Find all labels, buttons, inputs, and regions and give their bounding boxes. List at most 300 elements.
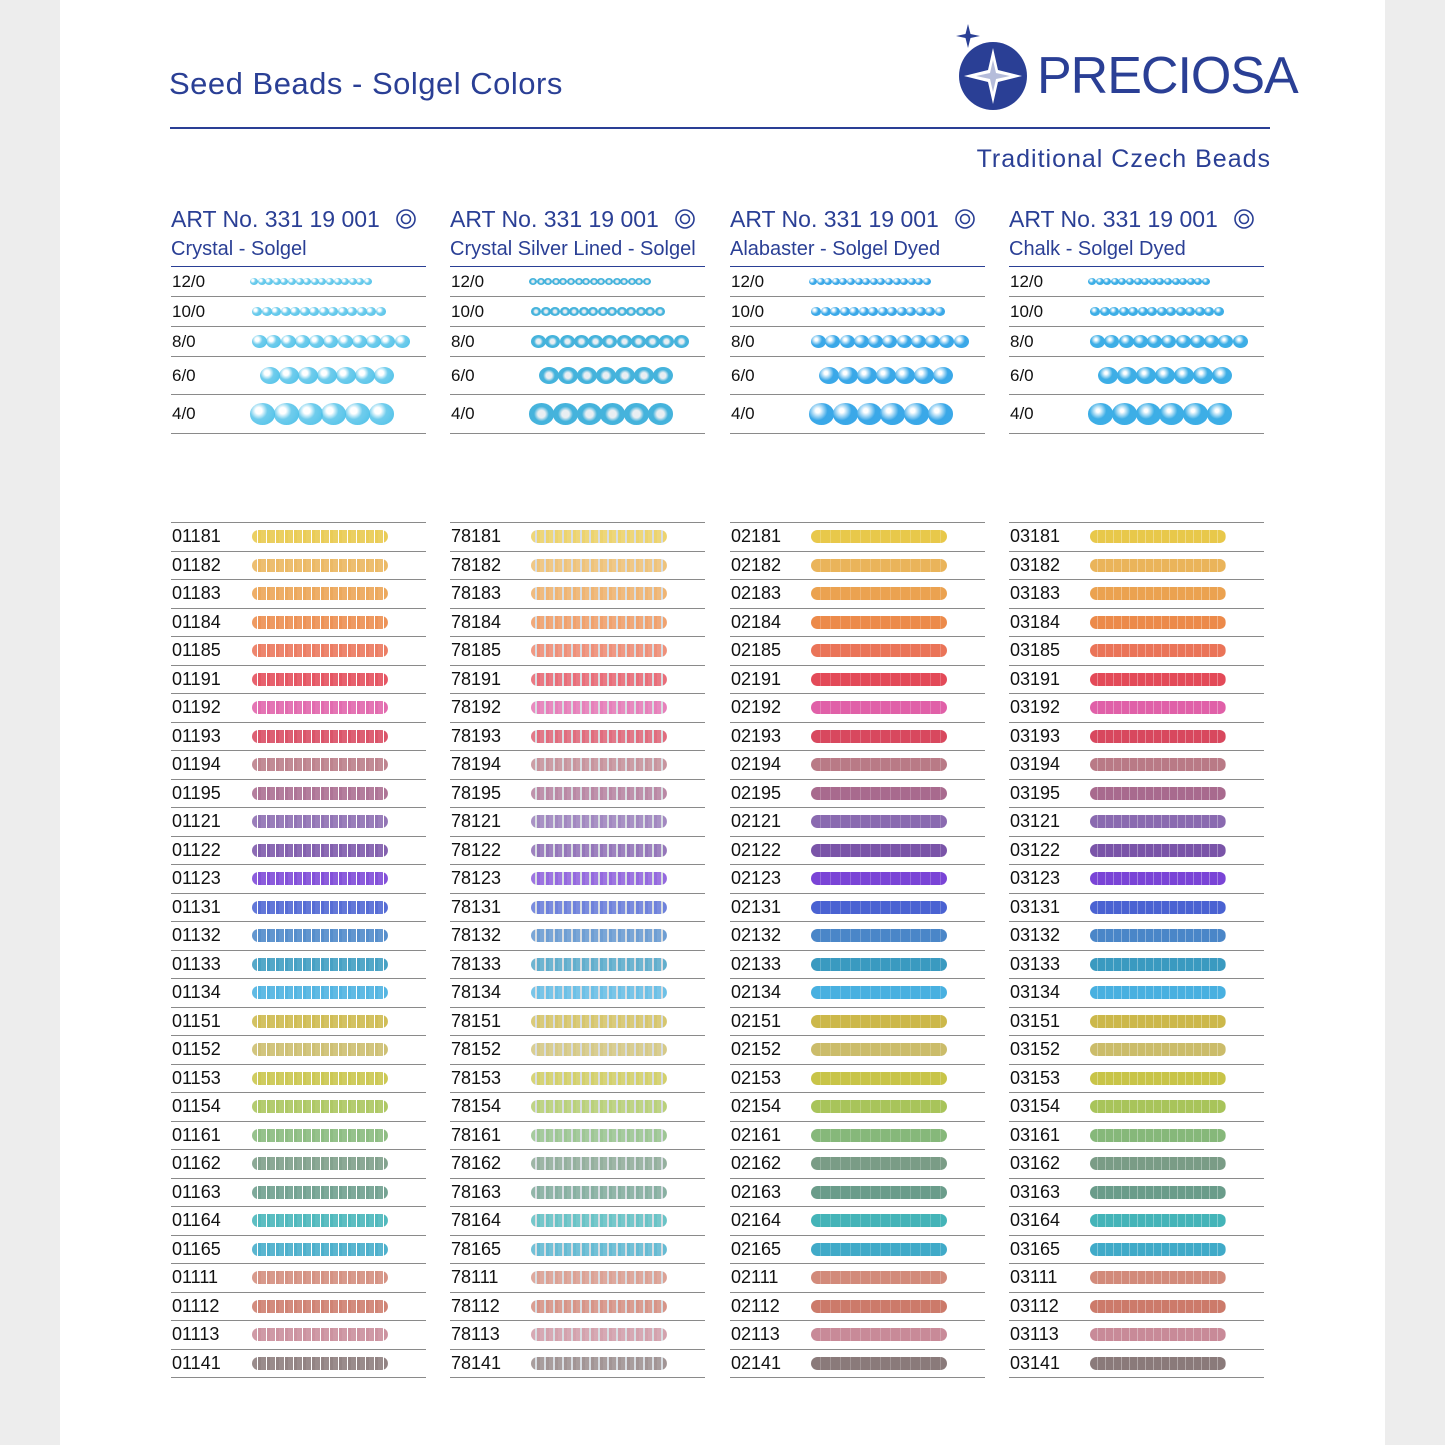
color-code: 02194 [731, 754, 782, 775]
color-swatch [811, 673, 947, 686]
bead [928, 403, 953, 424]
color-swatch [531, 616, 667, 629]
bead [395, 335, 410, 348]
size-label: 6/0 [172, 365, 196, 385]
bead [317, 367, 337, 384]
bead [1183, 403, 1208, 424]
size-label: 4/0 [731, 404, 755, 423]
bead-sample [246, 357, 426, 394]
color-swatch [252, 1357, 388, 1370]
size-row [171, 395, 426, 434]
color-code: 03111 [1010, 1267, 1058, 1288]
color-row [450, 1065, 705, 1094]
bead [250, 403, 275, 424]
bead [1195, 307, 1205, 316]
color-swatch [531, 901, 667, 914]
color-swatch [1090, 1157, 1226, 1170]
color-code: 03154 [1010, 1096, 1061, 1117]
bead [357, 307, 367, 316]
color-swatch [531, 1328, 667, 1341]
color-swatch [811, 587, 947, 600]
color-swatch [252, 1243, 388, 1256]
color-code: 78152 [451, 1039, 502, 1060]
bead [1126, 278, 1134, 285]
size-label: 12/0 [451, 271, 485, 291]
color-row [171, 1293, 426, 1322]
bead [840, 335, 855, 348]
size-label: 10/0 [172, 301, 206, 321]
color-row [1009, 523, 1264, 552]
color-code: 03153 [1010, 1067, 1061, 1088]
color-swatch [1090, 1300, 1226, 1313]
color-swatch [252, 616, 388, 629]
bead [885, 278, 893, 285]
color-row [1009, 951, 1264, 980]
color-row [730, 1350, 985, 1379]
bead-sample [805, 267, 985, 296]
color-swatch [531, 1357, 667, 1370]
bead-sample [246, 395, 426, 433]
color-swatch [252, 1157, 388, 1170]
color-swatch [811, 644, 947, 657]
color-code: 03152 [1010, 1039, 1061, 1060]
bead [545, 335, 560, 348]
color-code: 02153 [731, 1067, 782, 1088]
color-code: 78164 [451, 1210, 502, 1231]
bead [326, 278, 334, 285]
color-row [1009, 751, 1264, 780]
color-code: 02154 [731, 1096, 782, 1117]
color-row [1009, 780, 1264, 809]
color-row [171, 1207, 426, 1236]
color-swatch [1090, 986, 1226, 999]
color-code: 03134 [1010, 982, 1061, 1003]
color-code-list-chalk [1009, 522, 1264, 1378]
bead [620, 278, 628, 285]
bead [824, 278, 832, 285]
bead [933, 367, 953, 384]
color-swatch [531, 530, 667, 543]
color-code: 02132 [731, 925, 782, 946]
header-divider [170, 127, 1270, 129]
color-code: 03193 [1010, 725, 1061, 746]
bead [558, 367, 578, 384]
color-row [171, 751, 426, 780]
color-swatch [1090, 787, 1226, 800]
color-swatch [1090, 901, 1226, 914]
color-row [1009, 1293, 1264, 1322]
size-label: 6/0 [1010, 365, 1034, 385]
color-swatch [531, 787, 667, 800]
color-swatch [531, 1157, 667, 1170]
color-row [1009, 837, 1264, 866]
color-row [450, 580, 705, 609]
bead [1136, 403, 1161, 424]
color-swatch [1090, 701, 1226, 714]
color-swatch [1090, 530, 1226, 543]
color-code: 78185 [451, 640, 502, 661]
color-swatch [252, 844, 388, 857]
color-row [171, 865, 426, 894]
color-code: 03185 [1010, 640, 1061, 661]
color-code: 78113 [451, 1324, 500, 1345]
color-swatch [1090, 1243, 1226, 1256]
bead [1147, 307, 1157, 316]
color-row [171, 1036, 426, 1065]
color-row [450, 609, 705, 638]
bead [914, 367, 934, 384]
color-row [171, 580, 426, 609]
size-row [450, 357, 705, 395]
color-code: 02121 [731, 811, 782, 832]
bead-sample [805, 297, 985, 326]
color-code: 78153 [451, 1067, 502, 1088]
color-row [730, 979, 985, 1008]
color-row [1009, 1321, 1264, 1350]
color-code: 03141 [1010, 1352, 1061, 1373]
bead [900, 278, 908, 285]
bead [648, 403, 673, 424]
bead [1159, 403, 1184, 424]
bead [897, 335, 912, 348]
color-row [171, 1093, 426, 1122]
bead [1109, 307, 1119, 316]
size-row [171, 267, 426, 297]
color-swatch [811, 958, 947, 971]
size-sample-list [1009, 267, 1264, 434]
bead [352, 335, 367, 348]
size-label: 12/0 [172, 271, 206, 291]
color-swatch [531, 1072, 667, 1085]
color-row [730, 1321, 985, 1350]
color-swatch [531, 587, 667, 600]
color-swatch [1090, 559, 1226, 572]
color-code: 78195 [451, 782, 502, 803]
bead-sample [246, 267, 426, 296]
color-code: 02141 [731, 1352, 782, 1373]
color-row [1009, 637, 1264, 666]
color-swatch [1090, 1043, 1226, 1056]
bead [1204, 335, 1219, 348]
bead [830, 307, 840, 316]
color-code: 01132 [172, 925, 221, 946]
size-label: 6/0 [731, 365, 755, 385]
color-swatch [811, 1072, 947, 1085]
color-row [171, 1150, 426, 1179]
size-label: 8/0 [731, 331, 755, 351]
color-row [171, 1264, 426, 1293]
color-swatch [811, 758, 947, 771]
bead [300, 307, 310, 316]
color-swatch [252, 1015, 388, 1028]
bead [605, 278, 613, 285]
color-swatch [1090, 616, 1226, 629]
color-row [171, 637, 426, 666]
bead [529, 278, 537, 285]
color-code: 78121 [451, 811, 502, 832]
color-row [450, 780, 705, 809]
bead [574, 335, 589, 348]
color-row [171, 979, 426, 1008]
bead [531, 335, 546, 348]
bead [1155, 367, 1175, 384]
color-code: 02113 [731, 1324, 780, 1345]
concentric-circle-icon [396, 209, 416, 229]
color-code: 78182 [451, 554, 502, 575]
bead [366, 307, 376, 316]
color-swatch [811, 1214, 947, 1227]
color-code: 78141 [451, 1352, 502, 1373]
color-code: 78193 [451, 725, 502, 746]
color-row [730, 922, 985, 951]
color-swatch [531, 1186, 667, 1199]
color-code: 78154 [451, 1096, 502, 1117]
bead [811, 335, 826, 348]
color-code: 78192 [451, 697, 502, 718]
bead [338, 307, 348, 316]
preciosa-logo [950, 24, 1298, 110]
color-row [730, 780, 985, 809]
bead [631, 335, 646, 348]
series-name: Crystal - Solgel [171, 238, 426, 267]
concentric-circle-icon [955, 209, 975, 229]
color-code: 02163 [731, 1181, 782, 1202]
bead [935, 307, 945, 316]
color-row [730, 1207, 985, 1236]
bead [598, 307, 608, 316]
color-code: 03184 [1010, 611, 1061, 632]
color-swatch [531, 559, 667, 572]
color-swatch [811, 1271, 947, 1284]
color-row [171, 1179, 426, 1208]
bead [298, 367, 318, 384]
color-swatch [811, 1243, 947, 1256]
bead-sample [1084, 267, 1264, 296]
color-swatch [1090, 1328, 1226, 1341]
bead [1202, 278, 1210, 285]
bead [636, 307, 646, 316]
column-crystal-silver-lined [450, 206, 705, 434]
size-label: 12/0 [1010, 271, 1044, 291]
bead [1157, 307, 1167, 316]
page-title: Seed Beads - Solgel Colors [169, 66, 563, 101]
bead [1233, 335, 1248, 348]
color-row [730, 865, 985, 894]
color-code: 01152 [172, 1039, 221, 1060]
bead [281, 307, 291, 316]
bead [809, 403, 834, 424]
color-swatch [1090, 673, 1226, 686]
bead [274, 403, 299, 424]
color-row [730, 1036, 985, 1065]
color-code: 01162 [172, 1153, 221, 1174]
series-name: Chalk - Solgel Dyed [1009, 238, 1264, 267]
size-row [450, 267, 705, 297]
bead [366, 335, 381, 348]
color-row [450, 1293, 705, 1322]
color-row [1009, 694, 1264, 723]
color-code: 02165 [731, 1238, 782, 1259]
column-alabaster [730, 206, 985, 434]
color-row [1009, 865, 1264, 894]
color-row [1009, 552, 1264, 581]
color-row [730, 837, 985, 866]
color-swatch [252, 872, 388, 885]
color-swatch [811, 1300, 947, 1313]
bead [811, 307, 821, 316]
color-swatch [531, 1015, 667, 1028]
color-row [171, 894, 426, 923]
bead [560, 307, 570, 316]
color-code: 03132 [1010, 925, 1061, 946]
color-code: 03164 [1010, 1210, 1061, 1231]
bead [1088, 403, 1113, 424]
color-code: 78184 [451, 611, 502, 632]
bead [833, 403, 858, 424]
bead [529, 403, 554, 424]
size-row [730, 395, 985, 434]
color-code: 78162 [451, 1153, 502, 1174]
color-swatch [531, 958, 667, 971]
color-row [730, 1008, 985, 1037]
color-swatch [811, 1100, 947, 1113]
bead [659, 335, 674, 348]
color-code: 01161 [172, 1124, 221, 1145]
size-sample-list [730, 267, 985, 434]
bead [295, 335, 310, 348]
color-swatch [531, 1214, 667, 1227]
size-row [730, 327, 985, 357]
color-code: 03191 [1010, 668, 1061, 689]
bead [607, 307, 617, 316]
color-row [1009, 580, 1264, 609]
color-swatch [1090, 844, 1226, 857]
color-row [730, 1264, 985, 1293]
color-swatch [811, 986, 947, 999]
bead [345, 403, 370, 424]
color-row [1009, 1207, 1264, 1236]
color-code: 02111 [731, 1267, 779, 1288]
bead [1190, 335, 1205, 348]
color-row [730, 1065, 985, 1094]
bead-sample [1084, 297, 1264, 326]
bead-sample [1084, 357, 1264, 394]
bead [364, 278, 372, 285]
color-code: 01113 [172, 1324, 220, 1345]
bead [298, 403, 323, 424]
color-code: 03183 [1010, 583, 1061, 604]
color-row [450, 951, 705, 980]
color-swatch [1090, 1214, 1226, 1227]
color-code: 78163 [451, 1181, 502, 1202]
color-row [1009, 666, 1264, 695]
color-row [171, 808, 426, 837]
color-code: 01183 [172, 583, 221, 604]
color-code: 02185 [731, 640, 782, 661]
color-row [171, 1008, 426, 1037]
color-code: 78194 [451, 754, 502, 775]
color-swatch [1090, 1357, 1226, 1370]
size-row [730, 297, 985, 327]
color-row [171, 1236, 426, 1265]
bead [550, 307, 560, 316]
color-swatch [252, 730, 388, 743]
bead [1179, 278, 1187, 285]
color-code: 01111 [172, 1267, 219, 1288]
color-swatch [811, 1357, 947, 1370]
bead [876, 367, 896, 384]
color-swatch [252, 901, 388, 914]
color-swatch [252, 1043, 388, 1056]
color-swatch [811, 1186, 947, 1199]
color-row [171, 723, 426, 752]
bead [1207, 403, 1232, 424]
color-row [730, 808, 985, 837]
bead [916, 307, 926, 316]
color-swatch [1090, 958, 1226, 971]
bead-sample [805, 357, 985, 394]
color-swatch [811, 901, 947, 914]
bead [544, 278, 552, 285]
color-code: 01182 [172, 554, 221, 575]
bead [643, 278, 651, 285]
size-label: 6/0 [451, 365, 475, 385]
star-globe-logo-icon [950, 24, 1034, 110]
color-row [171, 666, 426, 695]
color-swatch [811, 701, 947, 714]
color-swatch [252, 758, 388, 771]
color-code: 78132 [451, 925, 502, 946]
color-code: 01122 [172, 839, 221, 860]
size-row [171, 297, 426, 327]
bead [347, 307, 357, 316]
bead [809, 278, 817, 285]
color-row [730, 552, 985, 581]
bead [321, 403, 346, 424]
bead [600, 403, 625, 424]
color-row [1009, 1179, 1264, 1208]
bead [1133, 335, 1148, 348]
color-row [730, 1179, 985, 1208]
color-code: 03182 [1010, 554, 1061, 575]
bead [857, 403, 882, 424]
color-swatch [531, 1129, 667, 1142]
bead [878, 307, 888, 316]
color-row [450, 1179, 705, 1208]
bead [577, 367, 597, 384]
color-row [1009, 1008, 1264, 1037]
color-swatch [531, 815, 667, 828]
size-label: 12/0 [731, 271, 765, 291]
bead [1104, 335, 1119, 348]
bead [1141, 278, 1149, 285]
size-row [1009, 357, 1264, 395]
color-swatch [811, 730, 947, 743]
bead [250, 278, 258, 285]
color-swatch [811, 530, 947, 543]
bead-sample [525, 357, 705, 394]
color-row [450, 1008, 705, 1037]
color-row [1009, 979, 1264, 1008]
color-swatch [252, 1214, 388, 1227]
color-row [450, 1321, 705, 1350]
color-code: 01184 [172, 611, 221, 632]
color-code: 01141 [172, 1352, 221, 1373]
color-swatch [811, 929, 947, 942]
bead [862, 278, 870, 285]
size-row [730, 267, 985, 297]
color-row [450, 1207, 705, 1236]
